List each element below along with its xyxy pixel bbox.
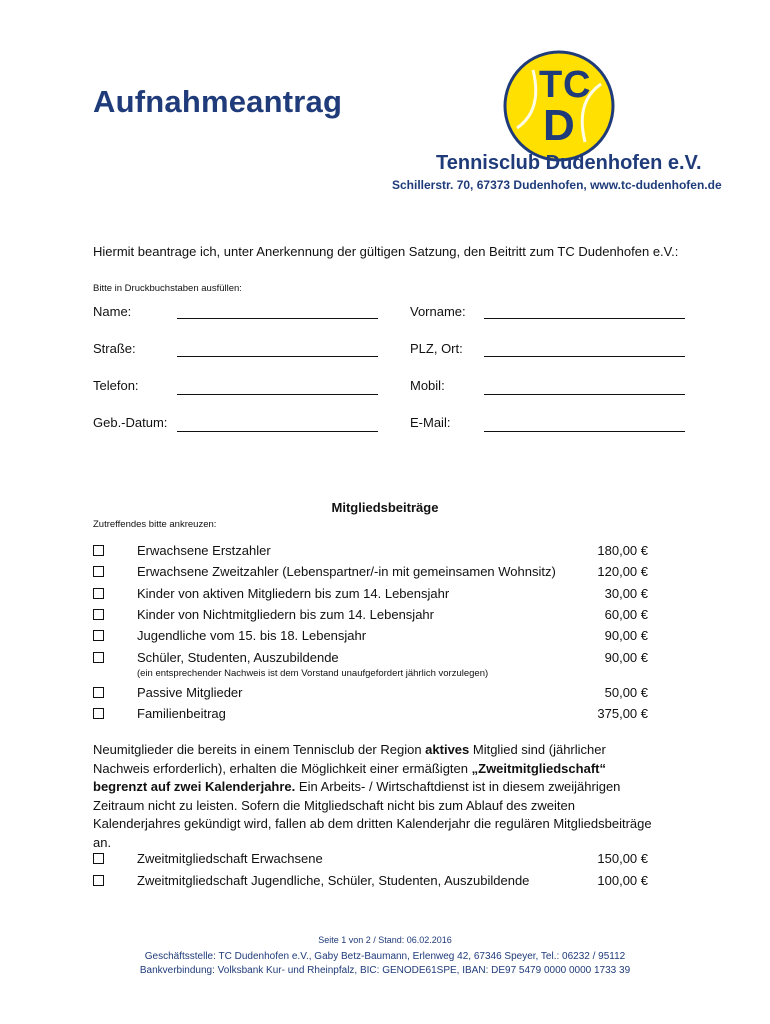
fee-checkbox[interactable] [93, 853, 104, 864]
para-text: Mitglied sind (jährlicher Nachweis erforderlich), erhalten die Möglichkeit einer ermäßigten [93, 742, 606, 776]
fee-checkbox[interactable] [93, 708, 104, 719]
strasse-field[interactable] [177, 356, 378, 357]
second-membership-paragraph [93, 741, 663, 852]
page-title: Aufnahmeantrag [93, 84, 343, 119]
fee-price: 100,00 € [597, 873, 648, 888]
fee-checkbox[interactable] [93, 588, 104, 599]
fee-price: 60,00 € [604, 607, 648, 622]
fee-price: 375,00 € [597, 706, 648, 721]
fee-row [93, 685, 648, 703]
fee-row [93, 607, 648, 625]
fee-price: 180,00 € [597, 543, 648, 558]
fee-price: 120,00 € [597, 564, 648, 579]
fee-row [93, 564, 648, 582]
fee-note: (ein entsprechender Nachweis ist dem Vorstand unaufgefordert jährlich vorzulegen) [137, 668, 489, 679]
svg-text:D: D [543, 101, 575, 150]
fee-checkbox[interactable] [93, 652, 104, 663]
footer-office: Geschäftsstelle: TC Dudenhofen e.V., Gaby Betz-Baumann, Erlenweg 42, 67346 Speyer, Tel.: 06232 / 95112 [144, 951, 626, 962]
club-logo [503, 50, 615, 162]
telefon-field[interactable] [177, 394, 378, 395]
email-label: E-Mail: [410, 415, 451, 430]
fee-label: Familienbeitrag [137, 706, 226, 721]
fee-label: Schüler, Studenten, Auszubildende [137, 650, 339, 665]
para-bold: aktives [425, 742, 470, 757]
fee-row [93, 873, 648, 891]
fee-price: 50,00 € [604, 685, 648, 700]
fee-checkbox[interactable] [93, 630, 104, 641]
email-field[interactable] [484, 431, 685, 432]
plz-ort-field[interactable] [484, 356, 685, 357]
geb-datum-label: Geb.-Datum: [93, 415, 168, 430]
fee-row [93, 650, 648, 668]
para-text: Ein Arbeits- / Wirtschaftdienst ist in diesem zweijährigen Zeitraum nicht zu leisten. Sofern die Mitgliedschaft nicht bis zum Ablauf des zweiten Kalenderjahres gekündigt wird, fallen ab dem dritten Kalenderjahr die regulären Mitgliedsbeiträge an. [93, 779, 652, 850]
vorname-field[interactable] [484, 318, 685, 319]
fee-checkbox[interactable] [93, 566, 104, 577]
name-label: Name: [93, 304, 132, 319]
fees-title: Mitgliedsbeiträge [331, 500, 439, 515]
fee-price: 30,00 € [604, 586, 648, 601]
fee-label: Kinder von Nichtmitgliedern bis zum 14. Lebensjahr [137, 607, 434, 622]
club-address: Schillerstr. 70, 67373 Dudenhofen, www.tc-dudenhofen.de [392, 178, 722, 192]
fee-row [93, 628, 648, 646]
fee-label: Erwachsene Erstzahler [137, 543, 271, 558]
fee-label: Zweitmitgliedschaft Jugendliche, Schüler, Studenten, Auszubildende [137, 873, 530, 888]
fee-price: 90,00 € [604, 628, 648, 643]
fee-price: 90,00 € [604, 650, 648, 665]
fee-label: Erwachsene Zweitzahler (Lebenspartner/-in mit gemeinsamen Wohnsitz) [137, 564, 556, 579]
svg-text:T: T [539, 64, 563, 106]
geb-datum-field[interactable] [177, 431, 378, 432]
fee-row [93, 706, 648, 724]
fee-checkbox[interactable] [93, 687, 104, 698]
fee-row [93, 851, 648, 869]
fee-label: Zweitmitgliedschaft Erwachsene [137, 851, 323, 866]
vorname-label: Vorname: [410, 304, 466, 319]
club-name: Tennisclub Dudenhofen e.V. [436, 152, 702, 174]
para-bold: „Zweitmitgliedschaft“ begrenzt auf zwei Kalenderjahre. [93, 760, 606, 794]
para-text: Neumitglieder die bereits in einem Tennisclub der Region [93, 742, 426, 757]
fee-row [93, 543, 648, 561]
fee-price: 150,00 € [597, 851, 648, 866]
mobil-field[interactable] [484, 394, 685, 395]
form-hint: Bitte in Druckbuchstaben ausfüllen: [93, 283, 242, 294]
fee-row [93, 586, 648, 604]
fee-checkbox[interactable] [93, 875, 104, 886]
page-number: Seite 1 von 2 / Stand: 06.02.2016 [318, 935, 452, 945]
fee-label: Passive Mitglieder [137, 685, 243, 700]
fees-hint: Zutreffendes bitte ankreuzen: [93, 519, 217, 530]
fee-checkbox[interactable] [93, 609, 104, 620]
strasse-label: Straße: [93, 341, 136, 356]
fee-label: Kinder von aktiven Mitgliedern bis zum 14. Lebensjahr [137, 586, 450, 601]
footer-bank: Bankverbindung: Volksbank Kur- und Rheinpfalz, BIC: GENODE61SPE, IBAN: DE97 5479 0000 0000 1733 39 [139, 965, 631, 976]
intro-text: Hiermit beantrage ich, unter Anerkennung der gültigen Satzung, den Beitritt zum TC Dudenhofen e.V.: [93, 244, 679, 259]
svg-text:C: C [563, 64, 591, 106]
mobil-label: Mobil: [410, 378, 445, 393]
name-field[interactable] [177, 318, 378, 319]
fee-checkbox[interactable] [93, 545, 104, 556]
plz-ort-label: PLZ, Ort: [410, 341, 463, 356]
telefon-label: Telefon: [93, 378, 139, 393]
fee-label: Jugendliche vom 15. bis 18. Lebensjahr [137, 628, 367, 643]
